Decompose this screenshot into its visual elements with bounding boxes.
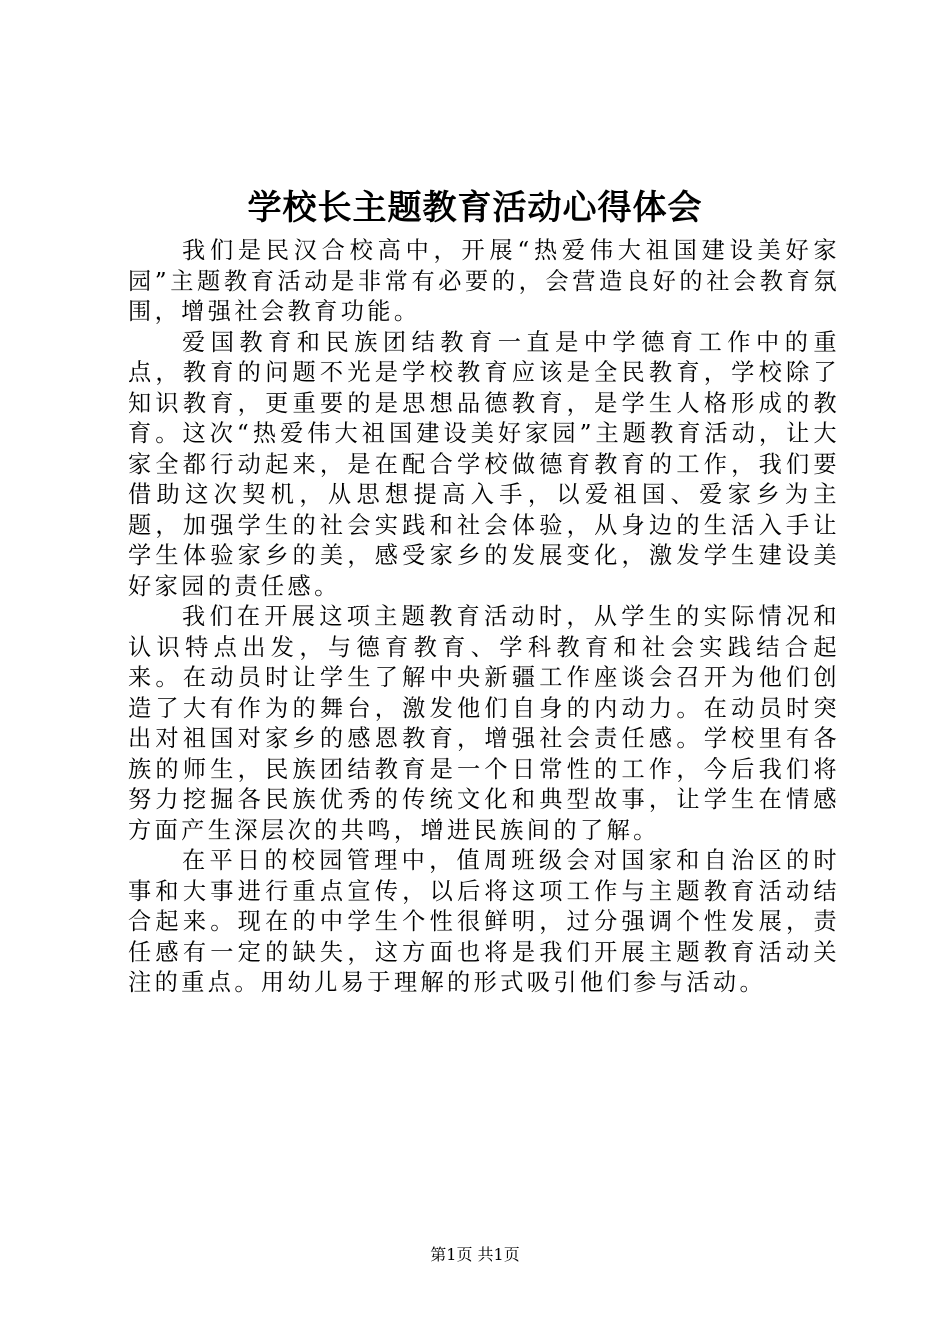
paragraph: 在平日的校园管理中，值周班级会对国家和自治区的时事和大事进行重点宣传，以后将这项工作与主题教育活动结合起来。现在的中学生个性很鲜明，过分强调个性发展，责任感有一定的缺失，这方面也将是我们开展主题教育活动关注的重点。用幼儿易于理解的形式吸引他们参与活动。 bbox=[128, 847, 840, 996]
page-number-footer: 第1页 共1页 bbox=[430, 1245, 520, 1264]
document-title: 学校长主题教育活动心得体会 bbox=[247, 188, 703, 228]
paragraph: 我们在开展这项主题教育活动时，从学生的实际情况和认识特点出发，与德育教育、学科教育和社会实践结合起来。在动员时让学生了解中央新疆工作座谈会召开为他们创造了大有作为的舞台，激发他们自身的内动力。在动员时突出对祖国对家乡的感恩教育，增强社会责任感。学校里有各族的师生，民族团结教育是一个日常性的工作，今后我们将努力挖掘各民族优秀的传统文化和典型故事，让学生在情感方面产生深层次的共鸣，增进民族间的了解。 bbox=[128, 603, 840, 844]
paragraph: 我们是民汉合校高中，开展“热爱伟大祖国建设美好家园”主题教育活动是非常有必要的，会营造良好的社会教育氛围，增强社会教育功能。 bbox=[128, 237, 840, 325]
document-body bbox=[128, 236, 840, 999]
paragraph: 爱国教育和民族团结教育一直是中学德育工作中的重点，教育的问题不光是学校教育应该是全民教育，学校除了知识教育，更重要的是思想品德教育，是学生人格形成的教育。这次“热爱伟大祖国建设美好家园”主题教育活动，让大家全都行动起来，是在配合学校做德育教育的工作，我们要借助这次契机，从思想提高入手，以爱祖国、爱家乡为主题，加强学生的社会实践和社会体验，从身边的生活入手让学生体验家乡的美，感受家乡的发展变化，激发学生建设美好家园的责任感。 bbox=[128, 328, 840, 600]
